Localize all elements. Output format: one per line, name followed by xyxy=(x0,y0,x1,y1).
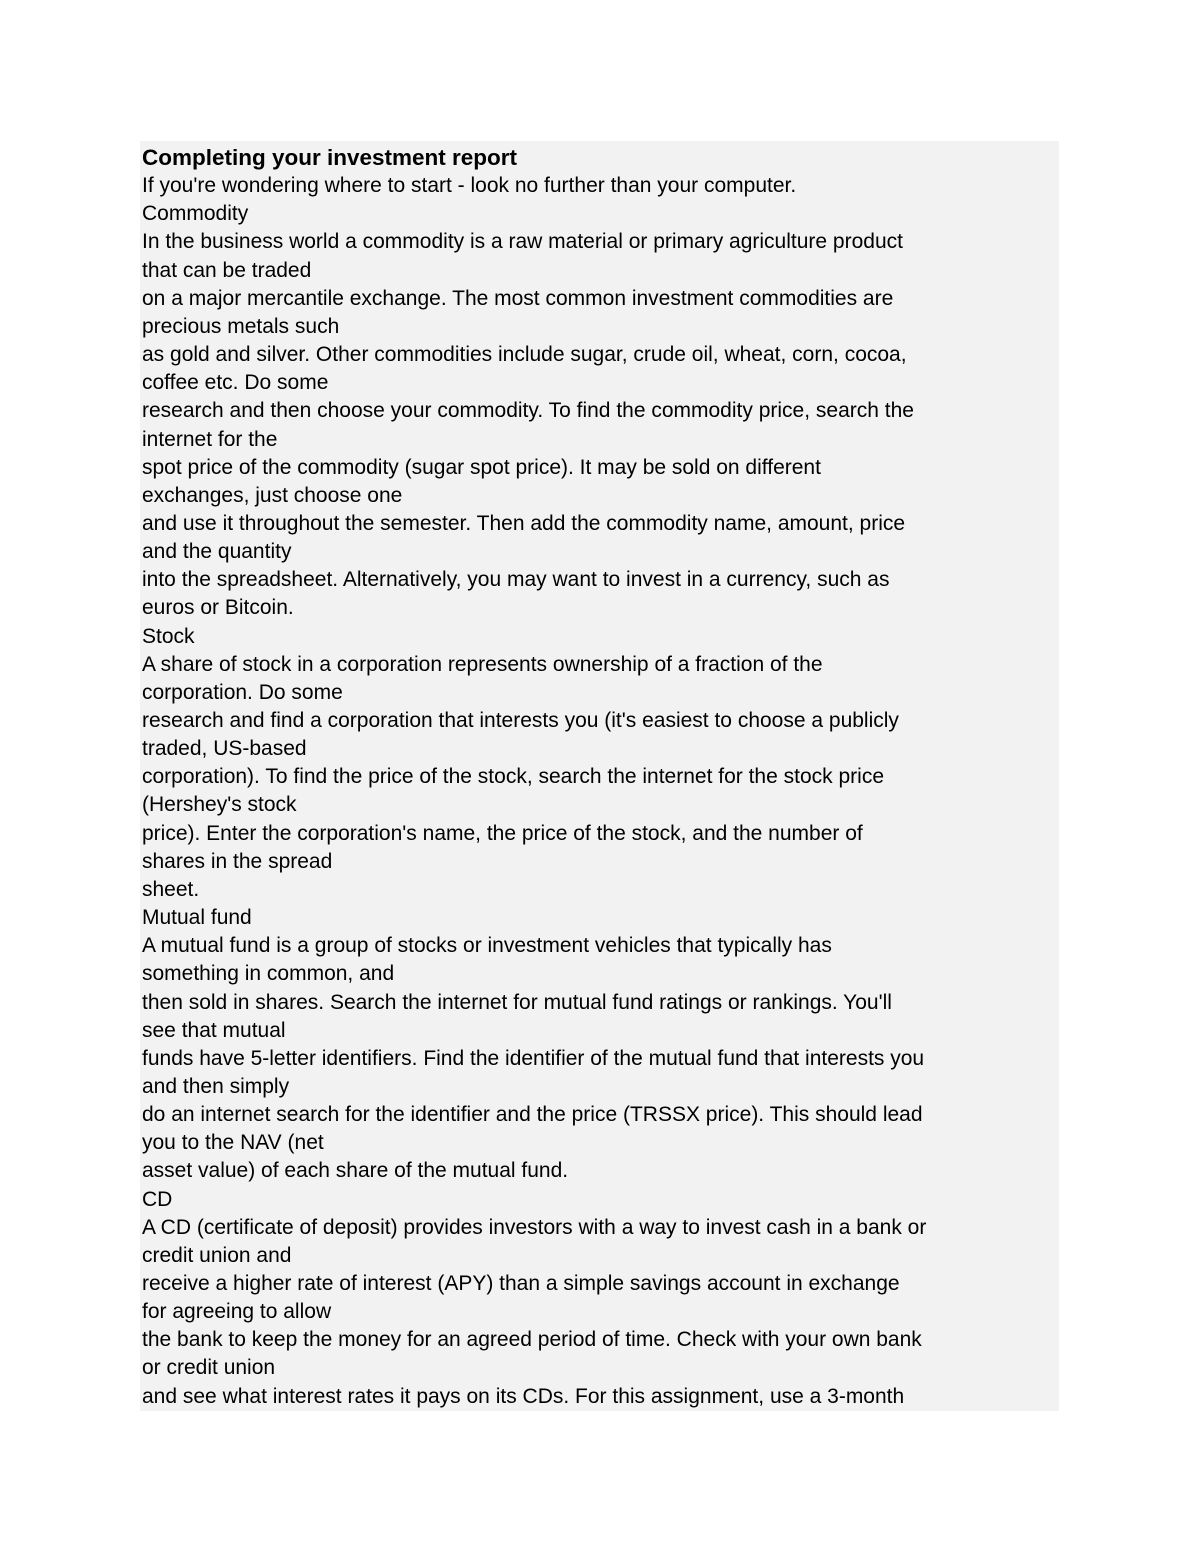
text-line: on a major mercantile exchange. The most common investment commodities are xyxy=(142,286,894,310)
text-line: and use it throughout the semester. Then add the commodity name, amount, price xyxy=(142,511,906,535)
text-line: the bank to keep the money for an agreed period of time. Check with your own bank xyxy=(142,1328,922,1352)
text-line: do an internet search for the identifier and the price (TRSSX price). This should lead xyxy=(142,1103,923,1127)
text-line: you to the NAV (net xyxy=(142,1131,324,1155)
text-line: Stock xyxy=(142,624,195,648)
text-line: or credit union xyxy=(142,1356,276,1380)
text-line: exchanges, just choose one xyxy=(142,483,403,507)
text-line: and the quantity xyxy=(142,540,292,564)
text-line: euros or Bitcoin. xyxy=(142,596,294,620)
text-line: research and then choose your commodity. To find the commodity price, search the xyxy=(142,399,914,423)
text-line: Mutual fund xyxy=(142,906,252,930)
text-line: traded, US-based xyxy=(142,737,307,761)
text-line: Commodity xyxy=(142,202,249,226)
text-line: CD xyxy=(142,1187,173,1211)
text-line: see that mutual xyxy=(142,1018,286,1042)
text-line: If you're wondering where to start - look no further than your computer. xyxy=(142,174,797,198)
text-line: for agreeing to allow xyxy=(142,1300,332,1324)
text-line: as gold and silver. Other commodities include sugar, crude oil, wheat, corn, cocoa, xyxy=(142,343,907,367)
text-line: spot price of the commodity (sugar spot price). It may be sold on different xyxy=(142,455,821,479)
text-line: that can be traded xyxy=(142,258,312,282)
text-line: then sold in shares. Search the internet for mutual fund ratings or rankings. You'll xyxy=(142,990,892,1014)
text-line: price). Enter the corporation's name, the price of the stock, and the number of xyxy=(142,821,863,845)
document-title: Completing your investment report xyxy=(142,145,518,170)
text-line: and then simply xyxy=(142,1074,290,1098)
text-line: asset value) of each share of the mutual fund. xyxy=(142,1159,569,1183)
text-line: coffee etc. Do some xyxy=(142,371,329,395)
document-text-block xyxy=(140,141,1059,1411)
text-line: receive a higher rate of interest (APY) than a simple savings account in exchange xyxy=(142,1272,900,1295)
text-line: into the spreadsheet. Alternatively, you may want to invest in a currency, such as xyxy=(142,568,890,592)
text-line: corporation. Do some xyxy=(142,680,343,704)
text-line: credit union and xyxy=(142,1243,292,1267)
text-line: and see what interest rates it pays on its CDs. For this assignment, use a 3-month xyxy=(142,1384,905,1408)
text-line: research and find a corporation that interests you (it's easiest to choose a publicly xyxy=(142,709,899,732)
text-line: internet for the xyxy=(142,427,278,451)
text-line: A share of stock in a corporation represents ownership of a fraction of the xyxy=(142,652,823,676)
text-line: shares in the spread xyxy=(142,849,333,873)
text-line: (Hershey's stock xyxy=(142,793,297,817)
text-line: funds have 5-letter identifiers. Find the identifier of the mutual fund that interests you xyxy=(142,1046,925,1070)
text-line: A mutual fund is a group of stocks or investment vehicles that typically has xyxy=(142,934,832,958)
text-line: something in common, and xyxy=(142,962,395,986)
text-line: In the business world a commodity is a raw material or primary agriculture product xyxy=(142,230,903,254)
text-line: A CD (certificate of deposit) provides investors with a way to invest cash in a bank or xyxy=(142,1215,927,1239)
text-line: sheet. xyxy=(142,877,200,901)
text-line: precious metals such xyxy=(142,314,340,338)
text-line: corporation). To find the price of the stock, search the internet for the stock price xyxy=(142,765,884,789)
